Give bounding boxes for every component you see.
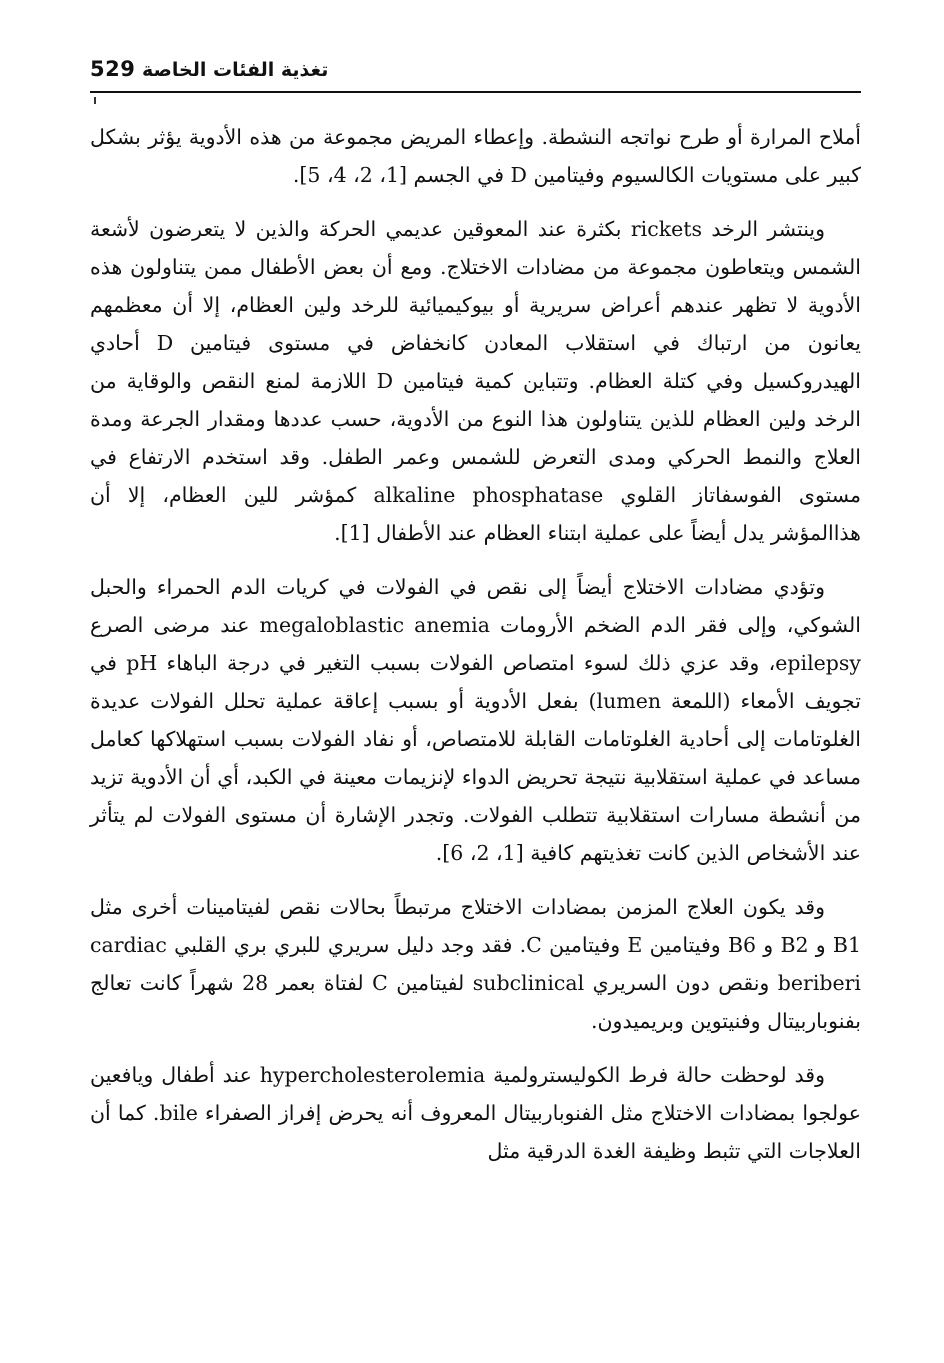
paragraph-1: أملاح المرارة أو طرح نواتجه النشطة. وإعطاء المريض مجموعة من هذه الأدوية يؤثر بشكل كبير على مستويات الكالسيوم وفيتامين D في الجسم [1، 2، 4، 5]. [90,125,861,187]
paragraph-2: وينتشر الرخد rickets بكثرة عند المعوقين عديمي الحركة والذين لا يتعرضون لأشعة الشمس ويتعاطون مجموعة من مضادات الاختلاج. ومع أن بعض الأطفال ممن يتناولون هذه الأدوية لا تظهر عندهم أعراض سريرية أو بيوكيميائية للرخد ولين العظام، إلا أن معظمهم يعانون من ارتباك في استقلاب المعادن كانخفاض في مستوى فيتامين D أحادي الهيدروكسيل وفي كتلة العظام. وتتباين كمية فيتامين D اللازمة لمنع النقص والوقاية من الرخد ولين العظام للذين يتناولون هذا النوع من الأدوية، حسب عددها ومقدار الجرعة ومدة العلاج والنمط الحركي ومدى التعرض للشمس وعمر الطفل. وقد استخدم الارتفاع في مستوى الفوسفاتاز القلوي alkaline phosphatase كمؤشر للين العظام، إلا أن هذاالمؤشر يدل أيضاً على عملية ابتناء العظام عند الأطفال [1]. [90,217,862,545]
paragraph-5: وقد لوحظت حالة فرط الكوليسترولمية hypercholesterolemia عند أطفال ويافعين عولجوا بمضادات الاختلاج مثل الفنوباربيتال المعروف أنه يحرض إفراز الصفراء bile. كما أن العلاجات التي تثبط وظيفة الغدة الدرقية مثل [90,1063,861,1163]
body-text [90,118,861,1186]
paragraph-3: وتؤدي مضادات الاختلاج أيضاً إلى نقص في الفولات في كريات الدم الحمراء والحبل الشوكي، وإلى فقر الدم الضخم الأرومات megaloblastic anemia عند مرضى الصرع epilepsy، وقد عزي ذلك لسوء امتصاص الفولات بسبب التغير في درجة الباهاء pH في تجويف الأمعاء (اللمعة lumen) بفعل الأدوية أو بسبب إعاقة عملية تحلل الفولات عديدة الغلوتامات إلى أحادية الغلوتامات القابلة للامتصاص، أو نفاد الفولات بسبب استهلاكها كعامل مساعد في عملية استقلابية نتيجة تحريض الدواء لإنزيمات معينة في الكبد، أي أن الأدوية تزيد من أنشطة مسارات استقلابية تتطلب الفولات. وتجدر الإشارة أن مستوى الفولات لم يتأثر عند الأشخاص الذين كانت تغذيتهم كافية [1، 2، 6]. [90,575,861,865]
page-header [90,55,861,93]
margin-mark [94,97,96,104]
paragraph-4: وقد يكون العلاج المزمن بمضادات الاختلاج مرتبطاً بحالات نقص لفيتامينات أخرى مثل B1 و B2 و B6 وفيتامين E وفيتامين C. فقد وجد دليل سريري للبري بري القلبي cardiac beriberi ونقص دون السريري subclinical لفيتامين C لفتاة بعمر 28 شهراً كانت تعالج بفنوباربيتال وفنيتوين وبريميدون. [90,895,862,1033]
page-number: 529 [90,57,136,81]
running-title: تغذية الفئات الخاصة [142,59,329,81]
